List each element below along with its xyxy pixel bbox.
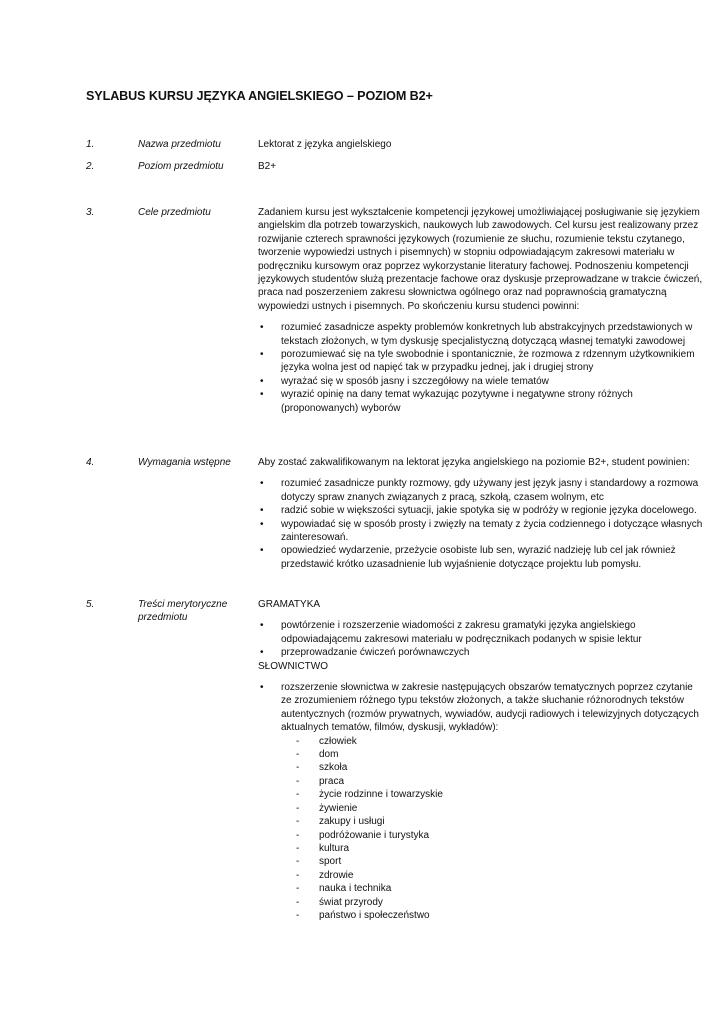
list-item: • wyrażać się w sposób jasny i szczegółowy na wiele tematów (258, 375, 704, 388)
section-number: 1. (86, 139, 95, 150)
list-item: • powtórzenie i rozszerzenie wiadomości z zakresu gramatyki języka angielskiego odpowiadającemu zakresowi materiału w podręcznikach podanych w spisie lektur (258, 619, 704, 646)
section-number: 2. (86, 161, 95, 172)
topic-item: - szkoła (296, 761, 704, 774)
list-item: • opowiedzieć wydarzenie, przeżycie osobiste lub sen, wyrazić nadzieję lub cel jak również przedstawić krótko uzasadnienie lub wyjaśnienie dotyczące projektu lub pomysłu. (258, 544, 704, 571)
list-item: • radzić sobie w większości sytuacji, jakie spotyka się w podróży w regionie języka docelowego. (258, 504, 704, 517)
list-item: • rozszerzenie słownictwa w zakresie następujących obszarów tematycznych poprzez czytanie ze zrozumieniem różnego typu tekstów złożonych, a także słuchanie różnorodnych tekstów autentycznych (rozmów prywatnych, wywiadów, audycji radiowych i telewizyjnych dotyczących aktualnych tematów, filmów, dyskusji, wykładów): (258, 681, 704, 735)
topic-item: - żywienie (296, 802, 704, 815)
section-label: Poziom przedmiotu (138, 161, 224, 172)
list-item: • przeprowadzanie ćwiczeń porównawczych (258, 646, 704, 659)
bullet-list (258, 321, 704, 415)
topic-list (258, 735, 704, 923)
topic-item: - podróżowanie i turystyka (296, 829, 704, 842)
topic-item: - świat przyrody (296, 896, 704, 909)
topic-item: - zdrowie (296, 869, 704, 882)
vocabulary-heading: SŁOWNICTWO (258, 660, 328, 672)
list-item: • wyrazić opinię na dany temat wykazując pozytywne i negatywne strony różnych (proponowanych) wyborów (258, 388, 704, 415)
list-item: • porozumiewać się na tyle swobodnie i spontanicznie, że rozmowa z rdzennym użytkownikiem języka wolna jest od napięć tak w przypadku jednej, jak i drugiej strony (258, 348, 704, 375)
section-number: 3. (86, 207, 95, 218)
section-content (258, 456, 704, 571)
section-content (258, 598, 704, 922)
section-label: Nazwa przedmiotu (138, 139, 221, 150)
section-label: Wymagania wstępne (138, 457, 231, 468)
topic-item: - nauka i technika (296, 882, 704, 895)
topic-item: - życie rodzinne i towarzyskie (296, 788, 704, 801)
section-value: B2+ (258, 161, 277, 172)
topic-item: - dom (296, 748, 704, 761)
topic-item: - zakupy i usługi (296, 815, 704, 828)
section-label: Treści merytoryczne przedmiotu (138, 599, 228, 624)
syllabus-title: SYLABUS KURSU JĘZYKA ANGIELSKIEGO – POZIOM B2+ (86, 89, 433, 103)
section-value: Lektorat z języka angielskiego (258, 139, 392, 150)
section-content (258, 206, 704, 415)
section-number: 4. (86, 457, 95, 468)
bullet-list (258, 681, 704, 735)
section-number: 5. (86, 599, 95, 610)
topic-item: - praca (296, 775, 704, 788)
grammar-heading: GRAMATYKA (258, 599, 321, 610)
bullet-list (258, 619, 704, 659)
list-item: • rozumieć zasadnicze punkty rozmowy, gdy używany jest język jasny i standardowy a rozmowa dotyczy spraw znanych związanych z pracą, szkołą, czasem wolnym, etc (258, 477, 704, 504)
list-item: • rozumieć zasadnicze aspekty problemów konkretnych lub abstrakcyjnych przedstawionych w tekstach złożonych, w tym dyskusję specjalistyczną dotyczącą własnej tematyki zawodowej (258, 321, 704, 348)
topic-item: - sport (296, 855, 704, 868)
topic-item: - kultura (296, 842, 704, 855)
section-label: Cele przedmiotu (138, 207, 211, 218)
paragraph: Aby zostać zakwalifikowanym na lektorat języka angielskiego na poziomie B2+, student powinien: (258, 457, 690, 468)
paragraph: Zadaniem kursu jest wykształcenie kompetencji językowej umożliwiającej posługiwanie się językiem angielskim dla potrzeb towarzyskich, naukowych lub zawodowych. Cel kursu jest realizowany przez rozwijanie czterech sprawności językowych (rozumienie ze słuchu, rozumienie tekstu czytanego, tworzenie wypowiedzi ustnych i pisemnych) w stopniu odpowiadającym zakresowi materiału w podręczniku kursowym oraz poprzez wykorzystanie literatury fachowej. Podnoszeniu kompetencji językowych studentów służą prezentacje fachowe oraz dyskusje przeprowadzane w trakcie ćwiczeń, praca nad poszerzeniem zakresu słownictwa ogólnego oraz nad poprawnością gramatyczną wypowiedzi ustnych i pisemnych. Po skończeniu kursu studenci powinni: (258, 207, 703, 312)
topic-item: - człowiek (296, 735, 704, 748)
topic-item: - państwo i społeczeństwo (296, 909, 704, 922)
bullet-list (258, 477, 704, 571)
list-item: • wypowiadać się w sposób prosty i zwięzły na tematy z życia codziennego i dotyczące własnych zainteresowań. (258, 518, 704, 545)
